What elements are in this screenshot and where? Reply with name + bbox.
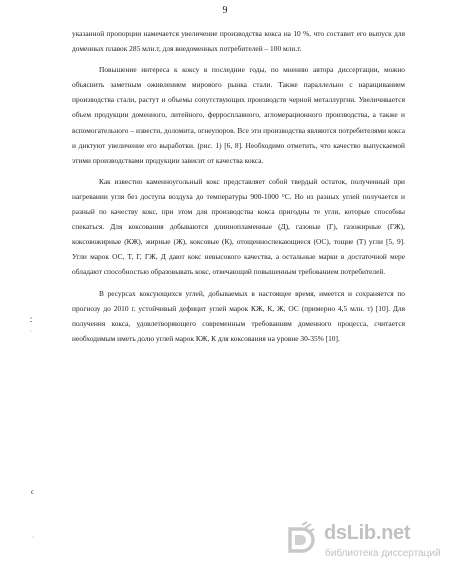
- dslib-logo-icon: [280, 520, 320, 560]
- watermark: [280, 520, 440, 566]
- paragraph-4: В ресурсах коксующихся углей, добываемых в настоящее время, имеется и сохраняется по прогнозу до 2010 г. устойчивый дефицит углей марок КЖ, К, Ж, ОС (примерно 4,5 млн. т) [10]. Для получения кокса, удовлетворяющего современным требованиям доменного процесса, считается необходимым иметь долю углей марок КЖ, К для коксования на уровне 30-35% [10].: [72, 288, 405, 343]
- document-body: [72, 26, 405, 346]
- scan-mark: ·: [30, 329, 32, 335]
- watermark-brand: dsLib.net: [324, 522, 411, 544]
- paragraph-1: указанной пропорции намечается увеличение производства кокса на 10 %, что составит его выпуск для доменных плавок 285 млн.т, для внедоменных потребителей – 100 млн.т.: [72, 29, 405, 54]
- scan-mark: ∶: [30, 315, 33, 325]
- paragraph-3: Как известно каменноугольный кокс представляет собой твердый остаток, полученный при нагревании угля без доступа воздуха до температуры 900-1000 °С. Но из разных углей получается и разный по качеству кокс, при этом для производства кокса пригодны те угли, которые способны спекаться. Для коксования добываются длиннопламенные (Д), газовые (Г), газожирные (ГЖ), коксовожирные (КЖ), жирные (Ж), коксовые (К), отощенноспекающиеся (ОС), тощие (Т) угли [5, 9]. Угли марок ОС, Т, Г, ГЖ, Д дают кокс невысокого качества, а остальные марки в достаточной мере обладают способностью образовывать кокс, отвечающий повышенным требованием потребителей.: [72, 176, 405, 277]
- page-number: 9: [222, 5, 228, 16]
- scan-mark: ·: [32, 535, 34, 541]
- scan-mark: ϲ: [31, 488, 35, 496]
- paragraph-2: Повышение интереса к коксу в последние годы, по мнению автора диссертации, можно объяснить заметным оживлением мирового рынка стали. Также параллельно с наращиванием производства стали, растут и объемы сопутствующих производств черной металлургии. Увеличивается объем продукции доменного, литейного, ферросплавного, агломерационного производства, а также и вспомогательного – извести, доломита, огнеупоров. Все эти производства являются потребителями кокса и диктуют увеличение его выработки. (рис. 1) [6, 8]. Необходимо отметить, что качество выпускаемой этими производствами продукции зависит от качества кокса.: [72, 65, 405, 165]
- watermark-tagline: библиотека диссертаций: [325, 548, 441, 559]
